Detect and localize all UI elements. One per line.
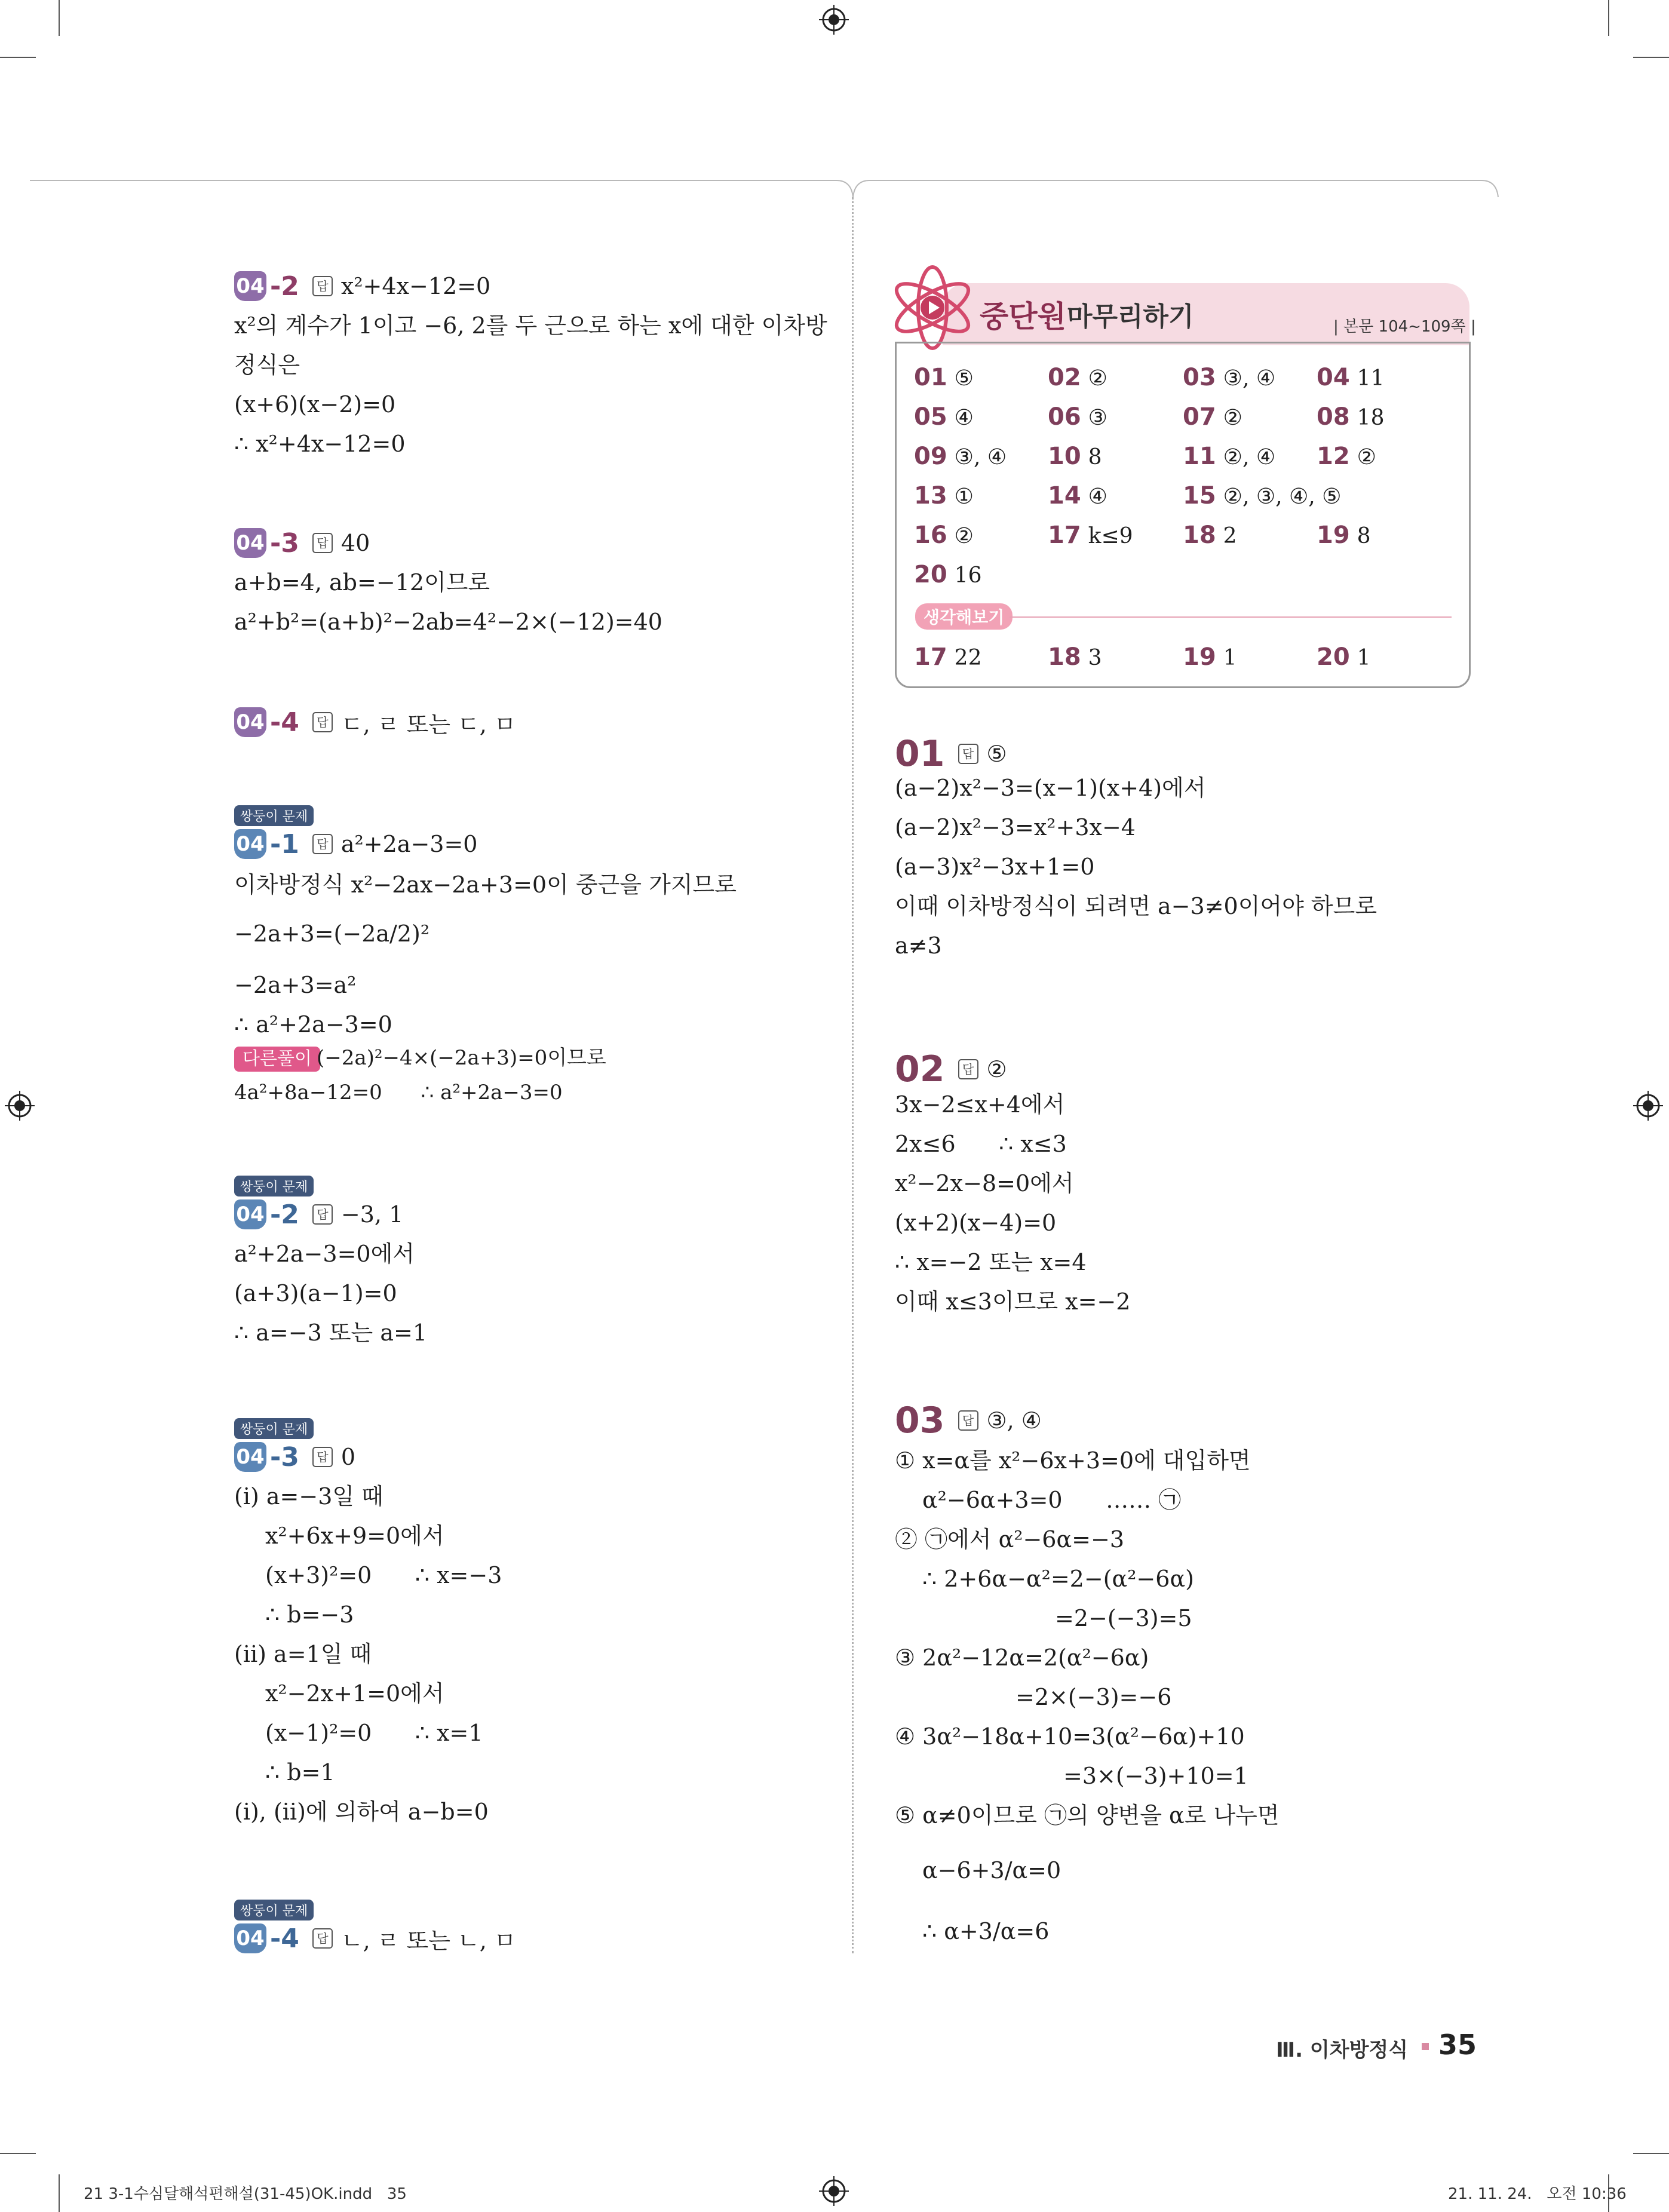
- summary-question-number: 17: [1048, 521, 1081, 549]
- alternative-line: 4a²+8a−12=0 ∴ a²+2a−3=0: [234, 1081, 563, 1105]
- summary-answer-item: [1317, 364, 1384, 392]
- problem-badge: 04: [234, 528, 266, 558]
- summary-answer-item: [1183, 364, 1275, 392]
- summary-answer-item: [1183, 483, 1341, 510]
- summary-answer: ③, ④: [954, 445, 1007, 470]
- question-01-header: [895, 730, 1007, 778]
- solution-line: ∴ a=−3 또는 a=1: [234, 1320, 428, 1346]
- summary-answer-item: [1048, 483, 1107, 510]
- solution-line: (x+6)(x−2)=0: [234, 391, 396, 418]
- summary-answer: k≤9: [1088, 524, 1133, 548]
- solution-line: ∴ b=1: [265, 1759, 335, 1785]
- solution-line: (ⅱ) a=1일 때: [234, 1641, 372, 1667]
- solution-line: 2x≤6 ∴ x≤3: [895, 1131, 1067, 1157]
- crop-mark: [59, 2174, 60, 2212]
- answer-icon: 답: [312, 712, 333, 732]
- solution-line: a²+2a−3=0에서: [234, 1241, 415, 1267]
- answer-icon: 답: [312, 834, 333, 854]
- summary-answer-box: [895, 342, 1471, 688]
- registration-mark-icon: [819, 2176, 849, 2206]
- summary-answer-item: [1183, 522, 1237, 550]
- solution-line: x²−2x+1=0에서: [265, 1680, 444, 1707]
- answer-text: ⑤: [986, 741, 1007, 767]
- summary-question-number: 05: [914, 403, 947, 431]
- solution-line: (x−1)²=0 ∴ x=1: [265, 1720, 483, 1746]
- registration-mark-icon: [1633, 1091, 1663, 1121]
- summary-answer-item: [914, 443, 1007, 471]
- crop-mark: [1633, 2153, 1669, 2154]
- crop-mark: [1608, 0, 1609, 36]
- summary-answer: ②: [1357, 445, 1376, 470]
- summary-answer: ②: [1223, 406, 1242, 430]
- summary-question-number: 16: [914, 521, 947, 549]
- solution-line: ∴ b=−3: [265, 1602, 354, 1628]
- answer-icon: 답: [312, 1204, 333, 1225]
- answer-icon: 답: [958, 1059, 978, 1079]
- think-answer-item: [914, 644, 981, 671]
- summary-answer-item: [1183, 443, 1275, 471]
- summary-answer: ②, ③, ④, ⑤: [1223, 484, 1342, 509]
- twin-problem-tag: 쌍둥이 문제: [234, 1418, 314, 1439]
- file-name: 21 3-1수심달해석편해설(31-45)OK.indd 35: [84, 2185, 407, 2203]
- summary-answer-item: [914, 522, 974, 550]
- twin-problem-tag: 쌍둥이 문제: [234, 805, 314, 826]
- solution-line: a≠3: [895, 932, 942, 959]
- question-02-header: [895, 1045, 1007, 1093]
- print-date: 21. 11. 24. 오전 10:36: [1448, 2185, 1627, 2203]
- solution-line: ∴ x²+4x−12=0: [234, 431, 406, 457]
- solution-line: ② ㉠에서 α²−6α=−3: [895, 1526, 1125, 1553]
- summary-question-number: 02: [1048, 364, 1081, 391]
- summary-answer: 2: [1223, 524, 1237, 548]
- summary-question-number: 14: [1048, 482, 1081, 510]
- think-question-number: 18: [1048, 643, 1081, 671]
- problem-badge: 04: [234, 271, 266, 301]
- solution-line: (a−3)x²−3x+1=0: [895, 854, 1095, 880]
- summary-answer-item: [914, 364, 974, 392]
- summary-answer-item: [1048, 522, 1133, 550]
- answer-text: ②: [986, 1056, 1007, 1082]
- solution-line: x²의 계수가 1이고 −6, 2를 두 근으로 하는 x에 대한 이차방: [234, 312, 827, 339]
- summary-question-number: 07: [1183, 403, 1216, 431]
- solution-line: ∴ x=−2 또는 x=4: [895, 1249, 1087, 1275]
- summary-answer: 16: [954, 563, 982, 588]
- answer-text: 40: [340, 530, 370, 556]
- solution-line: α−6+3/α=0: [922, 1857, 1061, 1883]
- solution-line: =2−(−3)=5: [1055, 1605, 1192, 1631]
- summary-answer: ③, ④: [1223, 366, 1276, 391]
- twin-04-1-header: [234, 827, 477, 861]
- crop-mark: [1633, 57, 1669, 58]
- summary-answer-item: [914, 562, 981, 589]
- problem-badge: 04: [234, 829, 266, 859]
- solution-line: a+b=4, ab=−12이므로: [234, 569, 490, 596]
- column-divider: [852, 197, 854, 1953]
- problem-suffix: -2: [270, 1199, 299, 1230]
- solution-line: ∴ α+3/α=6: [922, 1918, 1050, 1944]
- solution-line: ① x=α를 x²−6x+3=0에 대입하면: [895, 1447, 1251, 1474]
- summary-answer-item: [1317, 443, 1376, 471]
- answer-text: a²+2a−3=0: [340, 831, 478, 857]
- atom-icon: [888, 263, 977, 352]
- solution-line: 이때 이차방정식이 되려면 a−3≠0이어야 하므로: [895, 893, 1377, 919]
- solution-line: −2a+3=a²: [234, 972, 357, 998]
- solution-line: =3×(−3)+10=1: [1063, 1763, 1248, 1789]
- summary-answer: 18: [1357, 406, 1385, 430]
- summary-answer: ③: [1088, 406, 1107, 430]
- answer-text: −3, 1: [340, 1201, 404, 1228]
- summary-answer-item: [914, 483, 974, 510]
- summary-title: 마무리하기: [1067, 302, 1194, 332]
- solution-line: (x+3)²=0 ∴ x=−3: [265, 1562, 502, 1588]
- summary-question-number: 08: [1317, 403, 1350, 431]
- solution-line: a²+b²=(a+b)²−2ab=4²−2×(−12)=40: [234, 609, 662, 635]
- think-answer: 22: [954, 646, 982, 670]
- summary-question-number: 13: [914, 482, 947, 510]
- summary-question-number: 03: [1183, 364, 1216, 391]
- crop-mark: [0, 2153, 36, 2154]
- registration-mark-icon: [819, 5, 849, 35]
- summary-answer: ①: [954, 484, 974, 509]
- summary-question-number: 15: [1183, 482, 1216, 510]
- question-number: 01: [895, 733, 945, 775]
- answer-icon: 답: [312, 1447, 333, 1467]
- answer-text: x²+4x−12=0: [340, 273, 491, 299]
- twin-04-3-header: [234, 1440, 355, 1474]
- think-question-number: 19: [1183, 643, 1216, 671]
- summary-question-number: 20: [914, 561, 947, 588]
- summary-answer: ②: [1088, 366, 1107, 391]
- problem-badge: 04: [234, 707, 266, 737]
- think-answer: 1: [1357, 646, 1371, 670]
- answer-icon: 답: [312, 533, 333, 553]
- solution-line: α²−6α+3=0 …… ㉠: [922, 1487, 1182, 1513]
- think-question-number: 20: [1317, 643, 1350, 671]
- solution-line: (ⅰ), (ⅱ)에 의하여 a−b=0: [234, 1799, 489, 1825]
- problem-badge: 04: [234, 1442, 266, 1472]
- summary-answer-item: [1048, 364, 1107, 392]
- problem-suffix: -3: [270, 527, 299, 559]
- think-answer-item: [1183, 644, 1237, 671]
- answer-icon: 답: [312, 1928, 333, 1949]
- think-question-number: 17: [914, 643, 947, 671]
- summary-question-number: 04: [1317, 364, 1350, 391]
- summary-title-bold: 중단원: [980, 299, 1066, 334]
- registration-mark-icon: [5, 1091, 35, 1121]
- summary-page-ref: | 본문 104~109쪽 |: [1333, 318, 1476, 336]
- problem-04-4-header: [234, 705, 516, 740]
- twin-04-2-header: [234, 1197, 403, 1232]
- page-number: 35: [1438, 2029, 1477, 2061]
- solution-line: (a+3)(a−1)=0: [234, 1280, 397, 1306]
- summary-answer: ⑤: [954, 366, 974, 391]
- solution-line: ④ 3α²−18α+10=3(α²−6α)+10: [895, 1723, 1245, 1750]
- chapter-title: Ⅲ. 이차방정식: [1276, 2038, 1409, 2062]
- solution-line: 이때 x≤3이므로 x=−2: [895, 1288, 1131, 1315]
- solution-line: =2×(−3)=−6: [1015, 1684, 1172, 1710]
- solution-line: 정식은: [234, 352, 300, 378]
- crop-mark: [0, 57, 36, 58]
- summary-answer-item: [1317, 404, 1384, 431]
- problem-04-2-header: [234, 269, 490, 303]
- question-number: 02: [895, 1048, 945, 1090]
- think-answer-item: [1317, 644, 1371, 671]
- summary-question-number: 12: [1317, 443, 1350, 470]
- solution-line: (ⅰ) a=−3일 때: [234, 1483, 383, 1510]
- summary-question-number: 19: [1317, 521, 1350, 549]
- problem-badge: 04: [234, 1923, 266, 1953]
- solution-line: (a−2)x²−3=(x−1)(x+4)에서: [895, 775, 1206, 801]
- solution-line: 3x−2≤x+4에서: [895, 1091, 1065, 1118]
- solution-line: (x+2)(x−4)=0: [895, 1210, 1057, 1236]
- problem-suffix: -4: [270, 707, 299, 738]
- solution-line: x²+6x+9=0에서: [265, 1523, 444, 1549]
- solution-line: ③ 2α²−12α=2(α²−6α): [895, 1645, 1149, 1671]
- solution-line: (a−2)x²−3=x²+3x−4: [895, 814, 1136, 840]
- problem-suffix: -1: [270, 829, 299, 860]
- answer-text: ③, ④: [986, 1407, 1042, 1434]
- summary-question-number: 10: [1048, 443, 1081, 470]
- summary-question-number: 06: [1048, 403, 1081, 431]
- answer-icon: 답: [312, 276, 333, 296]
- problem-badge: 04: [234, 1199, 266, 1229]
- solution-line: ∴ 2+6α−α²=2−(α²−6α): [922, 1566, 1194, 1592]
- twin-problem-tag: 쌍둥이 문제: [234, 1900, 314, 1920]
- twin-04-4-header: [234, 1921, 516, 1956]
- problem-suffix: -4: [270, 1923, 299, 1954]
- solution-line: ⑤ α≠0이므로 ㉠의 양변을 α로 나누면: [895, 1802, 1280, 1828]
- summary-question-number: 01: [914, 364, 947, 391]
- bullet-square: [1422, 2043, 1429, 2050]
- summary-question-number: 11: [1183, 443, 1216, 470]
- think-answer: 3: [1088, 646, 1102, 670]
- problem-suffix: -3: [270, 1441, 299, 1472]
- crop-mark: [59, 0, 60, 36]
- answer-icon: 답: [958, 1410, 978, 1431]
- problem-suffix: -2: [270, 271, 299, 302]
- summary-answer-item: [1183, 404, 1242, 431]
- think-answer-item: [1048, 644, 1102, 671]
- summary-answer: ②, ④: [1223, 445, 1276, 470]
- summary-answer: ④: [954, 406, 974, 430]
- summary-answer-item: [914, 404, 974, 431]
- summary-question-number: 09: [914, 443, 947, 470]
- think-more-label: 생각해보기: [915, 603, 1013, 630]
- alternative-solution-tag: 다른풀이: [234, 1047, 320, 1072]
- summary-question-number: 18: [1183, 521, 1216, 549]
- summary-answer: ④: [1088, 484, 1107, 509]
- answer-text: ㄴ, ㄹ 또는 ㄴ, ㅁ: [340, 1927, 516, 1954]
- answer-icon: 답: [958, 744, 978, 764]
- solution-line: ∴ a²+2a−3=0: [234, 1011, 392, 1038]
- summary-answer-item: [1048, 404, 1107, 431]
- summary-answer-item: [1317, 522, 1371, 550]
- think-more-rule: [1010, 616, 1452, 618]
- solution-line: −2a+3=(−2a/2)²: [234, 921, 430, 947]
- solution-line: 이차방정식 x²−2ax−2a+3=0이 중근을 가지므로: [234, 872, 737, 898]
- question-number: 03: [895, 1400, 945, 1441]
- summary-answer-item: [1048, 443, 1102, 471]
- answer-text: 0: [340, 1444, 356, 1470]
- twin-problem-tag: 쌍둥이 문제: [234, 1176, 314, 1196]
- page-frame: [0, 173, 1669, 209]
- think-answer: 1: [1223, 646, 1237, 670]
- question-03-header: [895, 1397, 1042, 1444]
- alternative-line: (−2a)²−4×(−2a+3)=0이므로: [317, 1046, 606, 1070]
- summary-answer: 11: [1357, 366, 1385, 391]
- summary-answer: ②: [954, 524, 974, 548]
- solution-line: x²−2x−8=0에서: [895, 1170, 1074, 1196]
- answer-text: ㄷ, ㄹ 또는 ㄷ, ㅁ: [340, 711, 516, 738]
- problem-04-3-header: [234, 526, 370, 560]
- summary-answer: 8: [1357, 524, 1371, 548]
- summary-answer: 8: [1088, 445, 1102, 470]
